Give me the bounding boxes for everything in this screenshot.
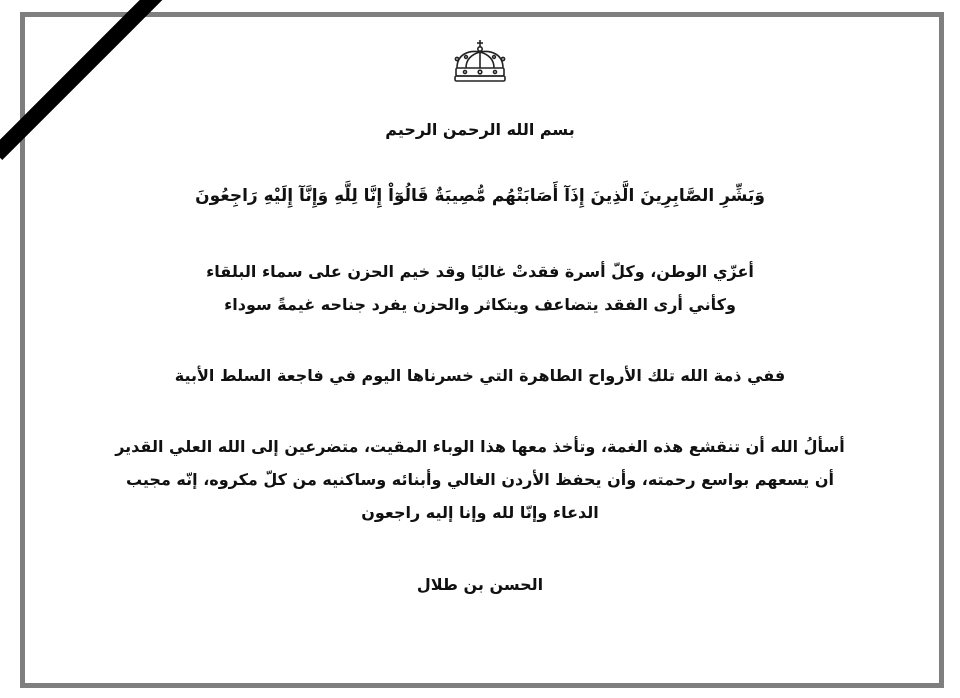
paragraph-supplication [100, 430, 860, 529]
paragraph-line: وكأني أرى الفقد يتضاعف ويتكاثر والحزن يفرد جناحه غيمةً سوداء [224, 295, 736, 314]
paragraph-line: أن يسعهم بواسع رحمته، وأن يحفظ الأردن الغالي وأبنائه وساكنيه من كلّ مكروه، إنّه مجيب [125, 470, 835, 489]
crown-icon [451, 38, 509, 84]
paragraph-condolence [140, 255, 820, 321]
paragraph-line: الدعاء وإنّا لله وإنا إليه راجعون [361, 503, 599, 522]
basmala: بسم الله الرحمن الرحيم [385, 120, 575, 139]
quran-verse: وَبَشِّرِ الصَّابِرِينَ الَّذِينَ إِذَآ أَصَابَتْهُم مُّصِيبَةٌ قَالُوٓاْ إِنَّا لِلَّهِ وَإِنَّآ إِلَيْهِ رَاجِعُونَ [195, 186, 765, 206]
paragraph-prayer: ففي ذمة الله تلك الأرواح الطاهرة التي خسرناها اليوم في فاجعة السلط الأبية [174, 366, 786, 385]
signature: الحسن بن طلال [416, 575, 544, 594]
paragraph-line: أعزّي الوطن، وكلّ أسرة فقدتْ غاليًا وقد خيم الحزن على سماء البلقاء [206, 262, 754, 281]
paragraph-line: أسألُ الله أن تنقشع هذه الغمة، وتأخذ معها هذا الوباء المقيت، متضرعين إلى الله العلي القدير [115, 437, 845, 456]
